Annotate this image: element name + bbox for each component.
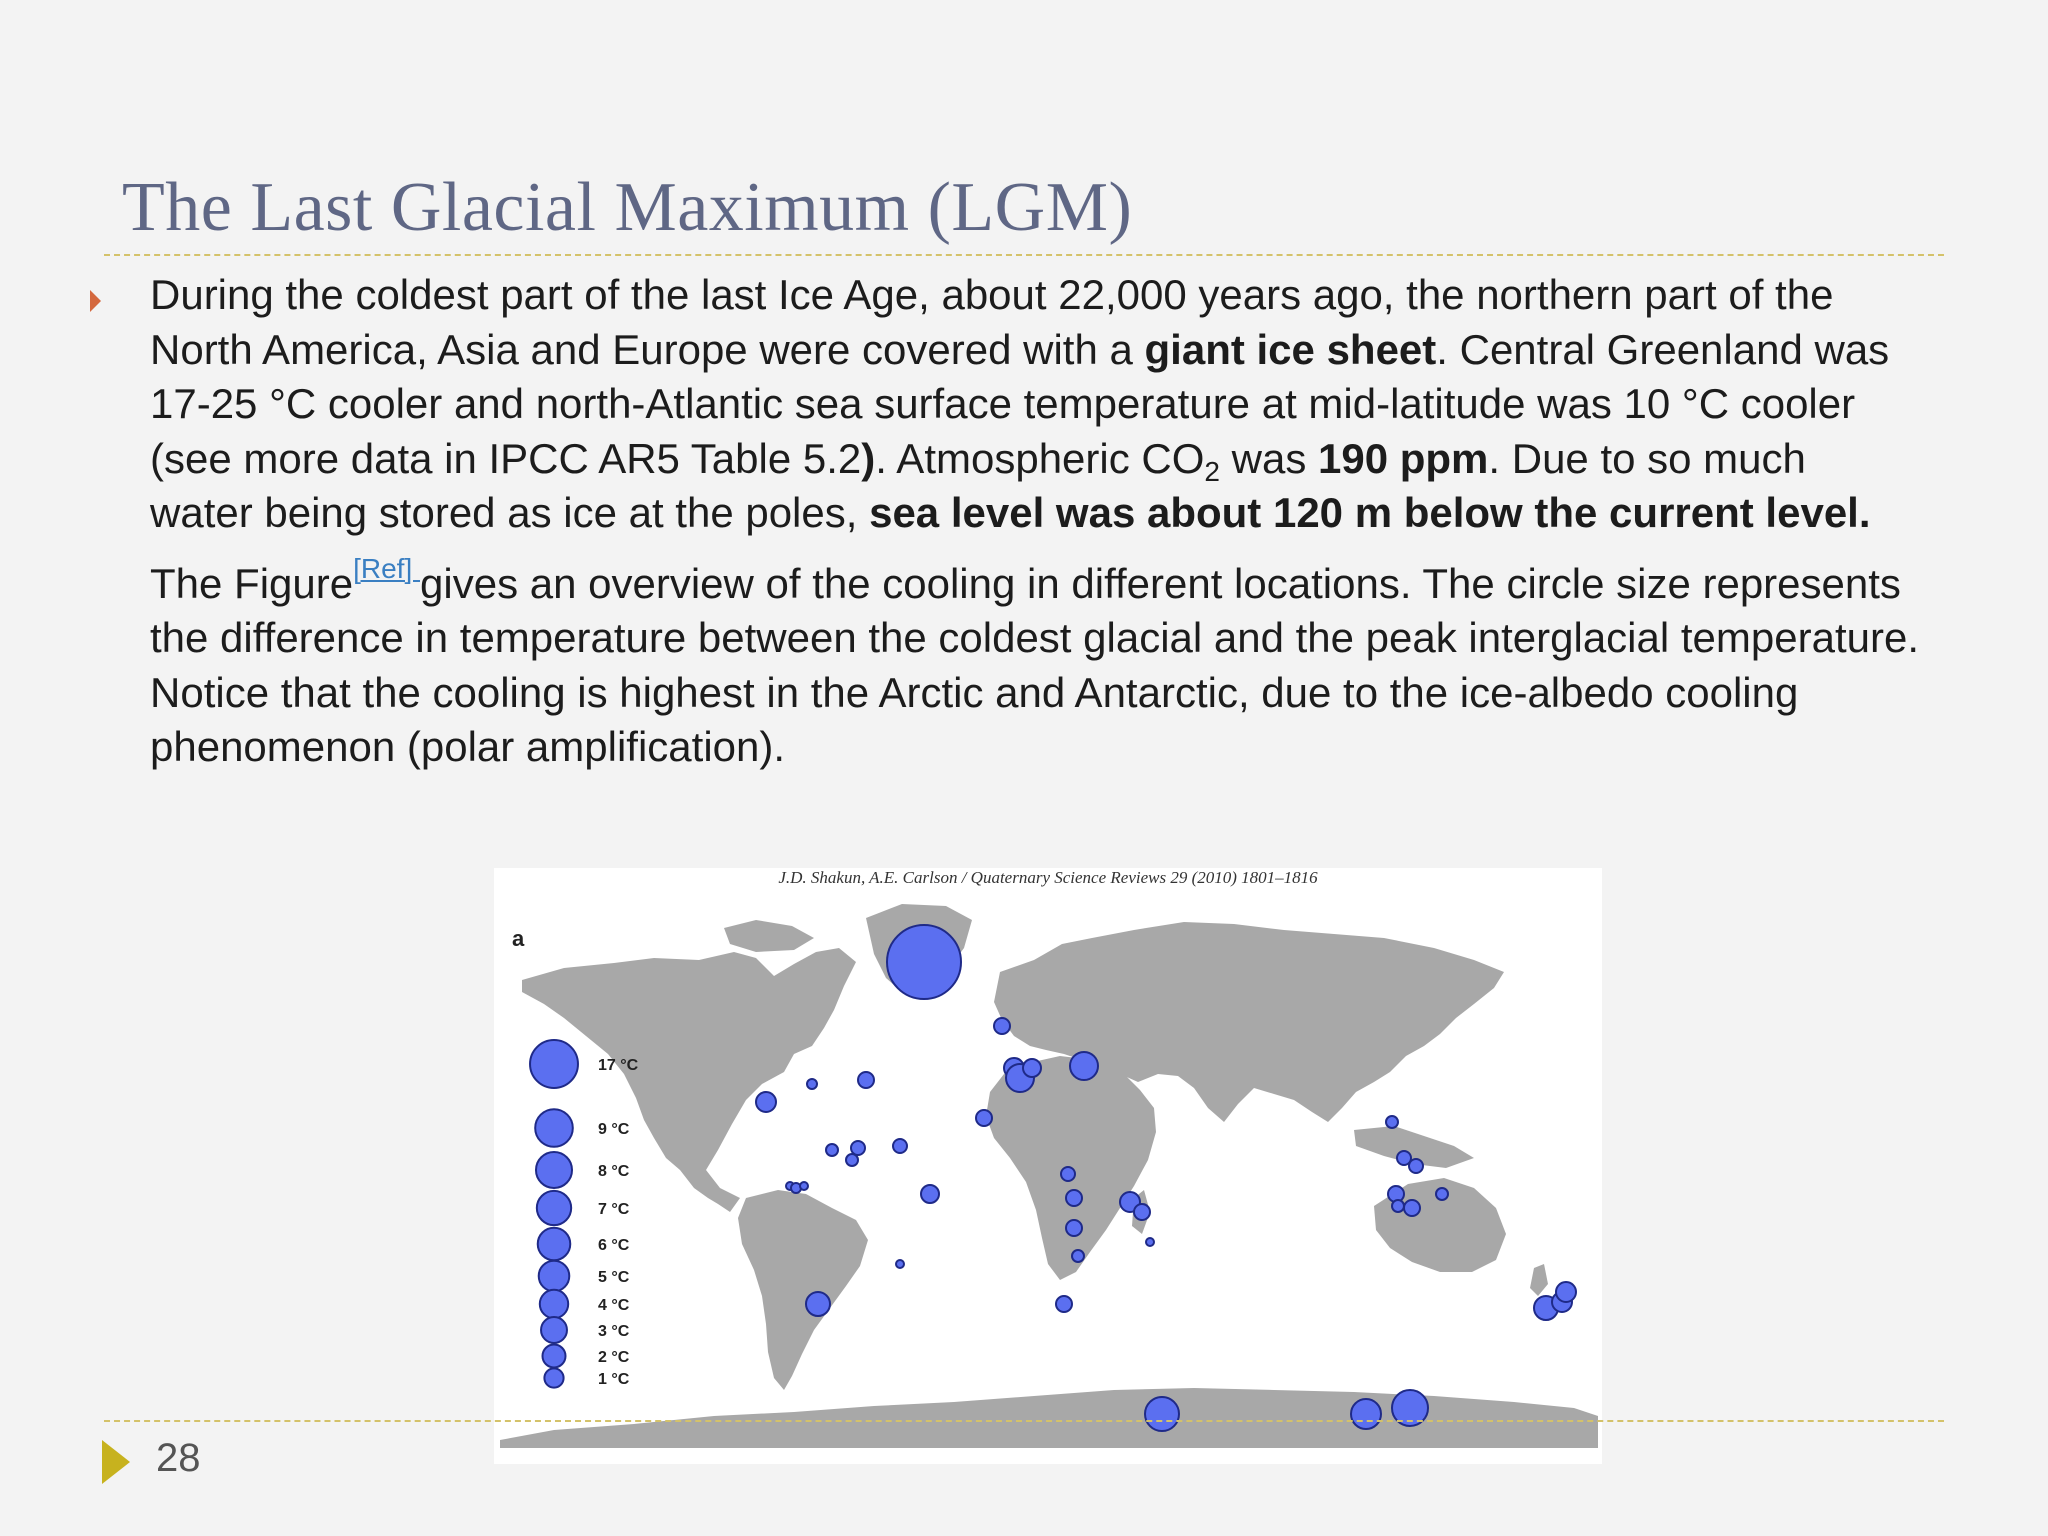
site-circle [1023,1059,1041,1077]
site-circle [1146,1238,1154,1246]
panel-label: a [512,926,525,951]
legend-circle [539,1261,570,1292]
land-masses [500,904,1598,1448]
bold-text-run: 190 ppm [1318,434,1489,482]
legend-circle [537,1191,571,1225]
site-circle [1056,1296,1072,1312]
legend-label: 1 °C [598,1371,630,1388]
site-circle [994,1018,1010,1034]
world-map-svg [494,868,1602,1464]
new-zealand-shape [1530,1264,1548,1296]
figure-citation: J.D. Shakun, A.E. Carlson / Quaternary Science Reviews 29 (2010) 1801–1816 [778,868,1318,887]
site-circle [1070,1052,1098,1080]
site-circle [1392,1200,1404,1212]
site-circle [921,1185,939,1203]
legend-circle [540,1290,568,1318]
site-circle [1066,1220,1082,1236]
legend-label: 2 °C [598,1349,630,1366]
bullet-marker-icon [90,290,101,312]
text-run: . Atmospheric CO [875,434,1205,482]
text-run: was [1219,434,1318,482]
site-circle [1436,1188,1448,1200]
slide-number: 28 [156,1436,201,1480]
text-run: gives an overview of the cooling in different locations. The circle size represents the difference in temperature between the coldest glacial and the peak interglacial temperature. Notice that the cooling is highest in the Arctic and Antarctic, due to the ice-albedo cooling phenomenon (polar amplification). [150,559,1919,770]
slide-title: The Last Glacial Maximum (LGM) [122,169,1133,246]
text-run: . Due to so much water being stored as ice at the poles, [150,434,1806,536]
site-circle [1556,1282,1576,1302]
text-run: During the coldest part of the last Ice Age, about 22,000 years ago, the northern part of the North America, Asia and Europe were covered with a [150,271,1834,373]
legend-label: 5 °C [598,1269,630,1286]
legend-label: 17 °C [598,1057,639,1074]
site-circle [858,1072,874,1088]
site-circle [887,925,961,999]
bullet-paragraph-2 [150,552,1920,775]
text-run: The Figure [150,559,354,607]
legend-label: 3 °C [598,1323,630,1340]
site-circle [1404,1200,1420,1216]
reference-link[interactable]: [Ref] [353,552,421,584]
legend-circle [538,1228,571,1261]
footer-divider [104,1420,1944,1422]
cooling-legend [530,1040,639,1388]
site-circle [896,1260,904,1268]
site-circle [800,1182,808,1190]
slide-body [150,268,1920,775]
site-circle [846,1154,858,1166]
site-circle [976,1110,992,1126]
bold-text-run: sea level was about 120 m below the current level. [869,489,1871,536]
arctic-islands-shape [724,920,814,952]
site-circle [1351,1399,1381,1429]
site-circle [806,1292,830,1316]
legend-label: 8 °C [598,1163,630,1180]
title-divider [104,254,1944,256]
legend-label: 6 °C [598,1237,630,1254]
bullet-paragraph-1 [150,268,1920,541]
subscript: 2 [1204,455,1220,487]
site-circle [1066,1190,1082,1206]
south-america-shape [738,1190,868,1390]
site-circle [851,1141,865,1155]
site-circle [1409,1159,1423,1173]
site-circle [1061,1167,1075,1181]
legend-circle [541,1317,567,1343]
legend-circle [530,1040,578,1088]
site-circle [1134,1204,1150,1220]
legend-circle [536,1152,572,1188]
site-circle [1386,1116,1398,1128]
site-circle [1145,1397,1179,1431]
legend-label: 9 °C [598,1121,630,1138]
site-circle [807,1079,817,1089]
bold-text-run: ) [861,434,876,482]
legend-label: 4 °C [598,1297,630,1314]
text-run: . Central Greenland was 17-25 °C cooler and north-Atlantic sea surface temperature at mid-latitude was 10 °C cooler (see more data in IPCC AR5 Table 5.2 [150,325,1890,482]
legend-label: 7 °C [598,1201,630,1218]
site-circle [1072,1250,1084,1262]
slide-number-marker-icon [102,1440,130,1484]
figure-map [494,868,1602,1464]
site-circle [756,1092,776,1112]
legend-circle [535,1109,573,1147]
site-circle [893,1139,907,1153]
bold-text-run: giant ice sheet [1144,325,1437,373]
legend-circle [542,1344,565,1367]
legend-circle [544,1368,563,1387]
antarctica-shape [500,1388,1598,1448]
site-circle [826,1144,838,1156]
